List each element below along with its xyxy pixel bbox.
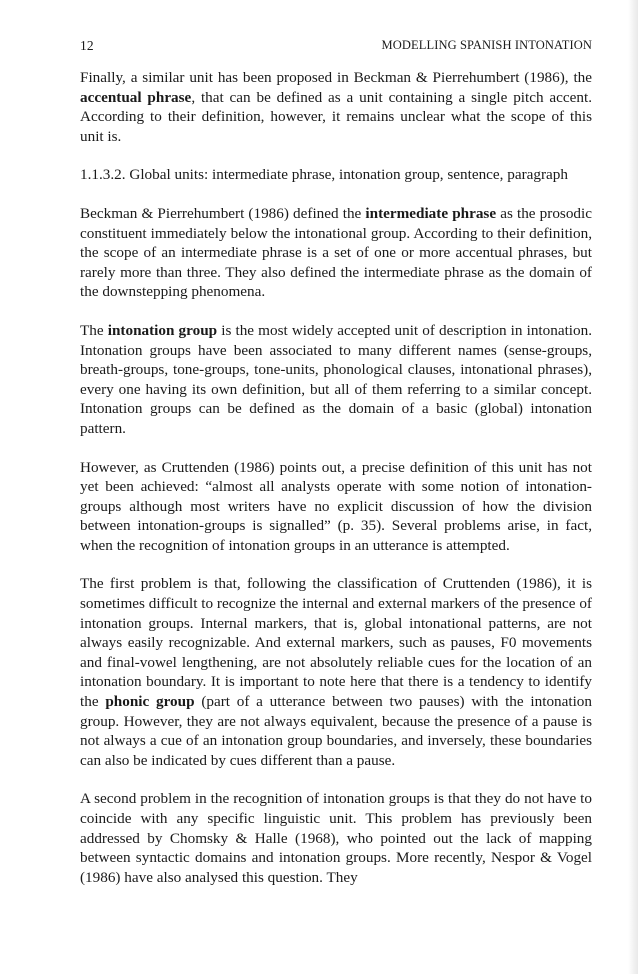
paragraph-second-problem: A second problem in the recognition of intonation groups is that they do not have to coincide with any specific linguistic unit. This problem has previously been addressed by Chomsky & Halle (1968), who pointed out the lack of mapping between syntactic domains and intonation groups. More recently, Nespor & Vogel (1986) have also analysed this question. They — [80, 790, 592, 886]
paragraph-text: , that can be defined as a unit containing a single pitch accent. According to their definition, however, it remains unclear what the scope of this unit is. — [80, 88, 592, 145]
paragraph-text: (part of a utterance between two pauses) with the intonation group. However, they are not always equivalent, because the presence of a pause is not always a cue of an intonation group boundaries, and inversely, these boundaries can also be indicated by cues different than a pause. — [80, 693, 592, 769]
paragraph-text: The first problem is that, following the classification of Cruttenden (1986), it is sometimes difficult to recognize the internal and external markers of the presence of intonation groups. Internal markers, that is, global intonational patterns, are not always easily recognizable. And external markers, such as pauses, F0 movements and final-vowel lengthening, are not absolutely reliable cues for the location of an intonation boundary. It is important to note here that there is a tendency to identify the — [80, 575, 592, 711]
paragraph-intermediate-phrase — [80, 204, 592, 302]
page-edge-shadow — [628, 0, 638, 974]
paragraph-text: is the most widely accepted unit of description in intonation. Intonation groups have been associated to many different names (sense-groups, breath-groups, tone-groups, tone-units, phonological clauses, intonational phrases), every one having its own definition, but all of them referring to a similar concept. Intonation groups can be defined as the domain of a basic (global) intonation pattern. — [80, 321, 592, 437]
paragraph-text: Finally, a similar unit has been proposed in Beckman & Pierrehumbert (1986), the — [80, 69, 592, 86]
paragraph-first-problem — [80, 574, 592, 770]
paragraph-text: The — [80, 321, 108, 339]
paragraph-intonation-group — [80, 321, 592, 439]
paragraph-accentual-phrase — [80, 68, 592, 146]
paragraph-cruttenden: However, as Cruttenden (1986) points out, a precise definition of this unit has not yet been achieved: “almost all analysts operate with some notion of intonation-groups although most writers have no explicit discussion of how the division between intonation-groups is signalled” (p. 35). Several problems arise, in fact, when the recognition of intonation groups in an utterance is attempted. — [80, 458, 592, 554]
paragraph-text: Beckman & Pierrehumbert (1986) defined the — [80, 204, 366, 222]
paragraph-text: as the prosodic constituent immediately below the intonational group. According to their definition, the scope of an intermediate phrase is a set of one or more accentual phrases, but rarely more than three. They also defined the intermediate phrase as the domain of the downstepping phenomena. — [80, 204, 592, 301]
section-heading: 1.1.3.2. Global units: intermediate phrase, intonation group, sentence, paragraph — [80, 166, 568, 184]
term-phonic-group: phonic group — [105, 693, 195, 711]
term-intermediate-phrase: intermediate phrase — [365, 204, 497, 222]
running-title: MODELLING SPANISH INTONATION — [381, 38, 592, 52]
page-body — [80, 68, 592, 906]
page-number: 12 — [80, 38, 94, 53]
term-accentual-phrase: accentual phrase — [80, 88, 192, 106]
term-intonation-group: intonation group — [107, 321, 218, 339]
